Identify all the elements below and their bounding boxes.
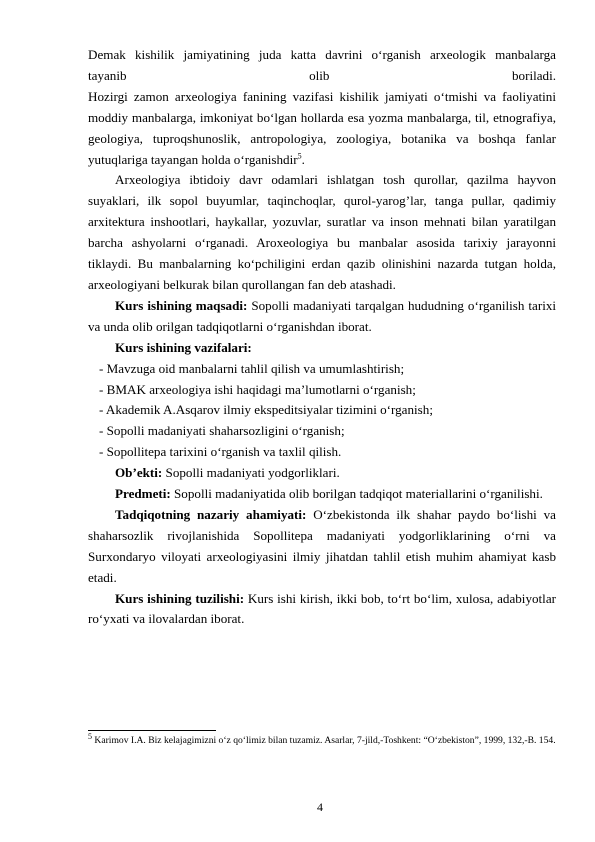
structure-label: Kurs ishining tuzilishi: [115,590,245,606]
task-item: - Sopolli madaniyati shaharsozligini o‘rganish; [99,423,345,439]
object-text: Sopolli madaniyati yodgorliklari. [162,465,340,481]
footnote-text: Karimov I.A. Biz kelajagimizni o‘z qo‘limiz bilan tuzamiz. Asarlar, 7-jild,-Toshkent: “O‘zbekiston”, 1999, 132,-B. 154. [92,735,556,746]
page-number: 4 [317,800,323,814]
tasks-heading [88,338,556,359]
paragraph-structure [88,589,556,631]
aim-label: Kurs ishining maqsadi: [115,297,248,313]
subject-text: Sopolli madaniyatida olib borilgan tadqiqot materiallarini o‘rganilishi. [170,486,543,502]
paragraph-archaeology-scope: Arxeologiya ibtidoiy davr odamlari ishlatgan tosh qurollar, qazilma hayvon suyaklari, ilk sopol buyumlar, taqinchoqlar, qurol-yarog’lar, tanga pullar, qadimiy arxitektura inshootlari, haykallar, yozuvlar, suratlar va inson mehnati bilan yaratilgan barcha ashyolarni o‘rganadi. Aroxeologiya bu manbalar asosida tarixiy jarayonni tiklaydi. Bu manbalarning ko‘pchiligini erdan qazib olinishini nazarda tutgan holda, arxeologiyani belkurak bilan qurollangan fan deb atashadi. [88,172,556,292]
paragraph-subject [88,484,556,505]
paragraph-intro-line1: Demak kishilik jamiyatining juda katta davrini o‘rganish arxeologik manbalarga [88,47,556,62]
footnote-number: 5 [88,731,92,741]
aim-text: Sopolli madaniyati tarqalgan hududning o‘rganilish tarixi va unda olib orilgan tadqiqotlarni o‘rganishdan iborat. [88,297,557,334]
tasks-heading-label: Kurs ishining vazifalari: [115,339,252,355]
paragraph-aim [88,296,556,338]
paragraph-intro-line2: tayanib olib boriladi. [88,67,556,83]
task-item: - BMAK arxeologiya ishi haqidagi ma’lumotlarni o‘rganish; [99,381,416,397]
footnote-divider [88,730,216,731]
subject-label: Predmeti: [115,486,171,502]
footnote [88,731,556,747]
significance-text: O‘zbekistonda ilk shahar paydo bo‘lishi va shaharsozlik rivojlanishida Sopollitepa madaniyati yodgorliklarining o‘rni va Surxondaryo viloyati arxeologiyasini ilmiy jihatdan tahlil etish muhim ahamiyat kasb etadi. [88,506,556,585]
paragraph-end-period: . [301,151,305,167]
paragraph-archaeology-task-text: Hozirgi zamon arxeologiya fanining vazifasi kishilik jamiyati o‘tmishi va faoliyatini moddiy manbalarga, imkoniyat bo‘lgan hollarda esa yozma manbalarga, til, etnografiya, geologiya, tuproqshunoslik, antropologiya, zoologiya, botanika va boshqa fanlar yutuqlariga tayangan holda o‘rganishdir [88,88,556,167]
object-label: Ob’ekti: [115,465,163,481]
body-text [88,45,556,630]
paragraph-significance [88,505,556,589]
task-item: - Sopollitepa tarixini o‘rganish va taxlil qilish. [99,444,342,460]
structure-text: Kurs ishi kirish, ikki bob, to‘rt bo‘lim, xulosa, adabiyotlar ro‘yxati va ilovalardan iborat. [88,590,556,627]
paragraph-archaeology-task [88,87,556,171]
task-item: - Akademik A.Asqarov ilmiy ekspeditsiyalar tizimini o‘rganish; [99,402,433,418]
paragraph-object [88,463,556,484]
footnote-reference: 5 [297,151,302,161]
task-item: - Mavzuga oid manbalarni tahlil qilish va umumlashtirish; [99,360,405,376]
significance-label: Tadqiqotning nazariy ahamiyati: [115,506,307,522]
